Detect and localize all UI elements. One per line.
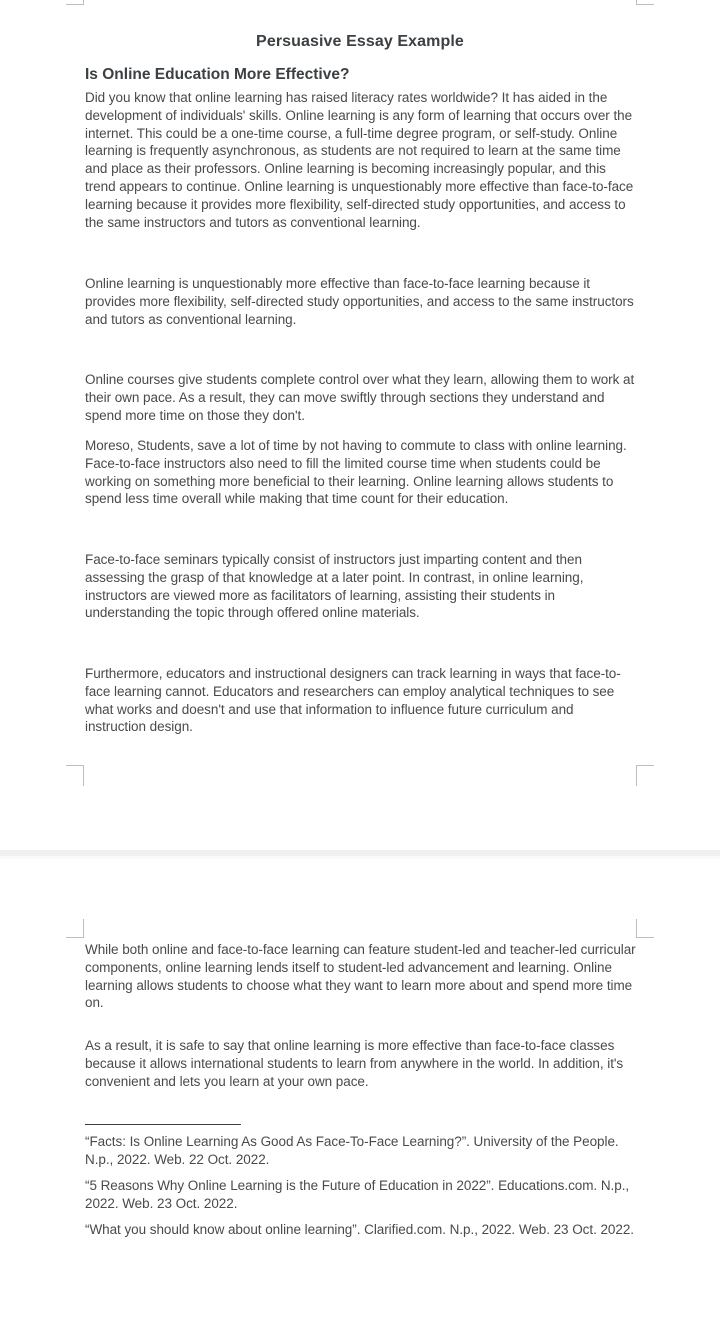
paragraph-thesis: Online learning is unquestionably more effective than face-to-face learning because it provides more flexibility, self-directed study opportunities, and access to the same instructors and tutors as conventional learning. [85, 276, 634, 327]
paragraph-conclusion: As a result, it is safe to say that online learning is more effective than face-to-face classes because it allows international students to learn from anywhere in the world. In addition, it's convenient and lets you learn at your own pace. [85, 1038, 624, 1089]
page1-top-right-corner-mark [636, 0, 654, 5]
footnote-citation-3: “What you should know about online learning”. Clarified.com. N.p., 2022. Web. 23 Oct. 2022. [85, 1222, 635, 1237]
essay-heading: Is Online Education More Effective? [85, 66, 350, 83]
page2-top-left-corner-mark [66, 919, 84, 938]
paragraph-facilitators: Face-to-face seminars typically consist of instructors just imparting content and then assessing the grasp of that knowledge at a later point. In contrast, in online learning, instructors are viewed more as facilitators of learning, assisting their students in understanding the topic through offered online materials. [85, 552, 584, 621]
page1-bottom-right-corner-mark [636, 765, 654, 786]
footnote-citation-2: “5 Reasons Why Online Learning is the Future of Education in 2022”. Educations.com. N.p., 2022. Web. 23 Oct. 2022. [85, 1178, 630, 1211]
paragraph-student-led: While both online and face-to-face learning can feature student-led and teacher-led curricular components, online learning lends itself to student-led advancement and learning. Online learning allows students to choose what they want to learn more about and spend more time on. [85, 942, 636, 1011]
page1-top-left-corner-mark [66, 0, 84, 5]
document-title: Persuasive Essay Example [256, 33, 464, 50]
paragraph-analytics: Furthermore, educators and instructional designers can track learning in ways that face-to-face learning cannot. Educators and researchers can employ analytical techniques to see what works and doesn't and use that information to influence future curriculum and instruction design. [85, 666, 621, 735]
paragraph-intro: Did you know that online learning has raised literacy rates worldwide? It has aided in the development of individuals' skills. Online learning is any form of learning that occurs over the internet. This could be a one-time course, a full-time degree program, or self-study. Online learning is frequently asynchronous, as students are not required to learn at the same time and place as their professors. Online learning is becoming increasingly popular, and this trend appears to continue. Online learning is unquestionably more effective than face-to-face learning because it provides more flexibility, self-directed study opportunities, and access to the same instructors and tutors as conventional learning. [85, 90, 634, 230]
page-2 [0, 862, 720, 1329]
page-break-gap [0, 850, 720, 859]
paragraph-control: Online courses give students complete control over what they learn, allowing them to work at their own pace. As a result, they can move swiftly through sections they understand and spend more time on those they don't. [85, 372, 635, 423]
page1-bottom-left-corner-mark [66, 765, 84, 786]
footnote-citation-1: “Facts: Is Online Learning As Good As Face-To-Face Learning?”. University of the People. N.p., 2022. Web. 22 Oct. 2022. [85, 1134, 619, 1167]
footnote-divider [85, 1124, 241, 1125]
paragraph-time-saving: Moreso, Students, save a lot of time by not having to commute to class with online learning. Face-to-face instructors also need to fill the limited course time when students could be working on something more beneficial to their learning. Online learning allows students to spend less time overall while making that time count for their education. [85, 438, 627, 507]
page2-top-right-corner-mark [636, 919, 654, 938]
